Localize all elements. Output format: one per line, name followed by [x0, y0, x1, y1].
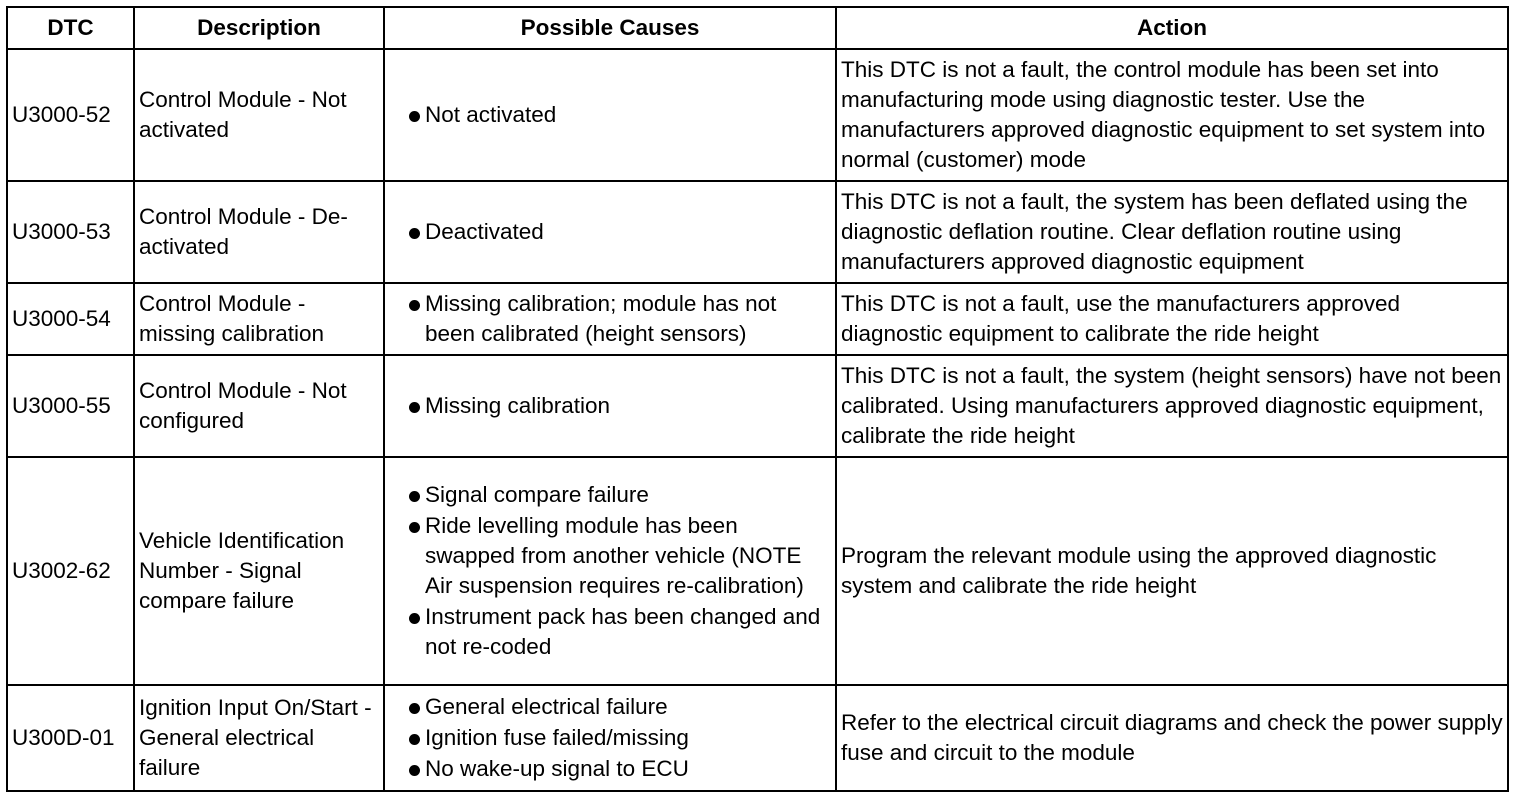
dtc-code: U3000-55: [7, 355, 134, 457]
cause-text: Ignition fuse failed/missing: [425, 725, 689, 750]
dtc-action: Program the relevant module using the approved diagnostic system and calibrate the ride height: [836, 457, 1508, 685]
bullet-icon: [409, 111, 420, 122]
cause-text: Deactivated: [425, 219, 544, 244]
header-action: Action: [836, 7, 1508, 49]
header-possible-causes: Possible Causes: [384, 7, 836, 49]
cause-text: Not activated: [425, 102, 557, 127]
bullet-icon: [409, 734, 420, 745]
table-row: [7, 355, 1508, 457]
dtc-description: Control Module - Not configured: [134, 355, 384, 457]
dtc-description: Control Module - Not activated: [134, 49, 384, 181]
cause-item: [391, 480, 831, 510]
cause-item: [391, 511, 831, 601]
table-row: [7, 685, 1508, 791]
cause-text: Instrument pack has been changed and not re-coded: [425, 604, 821, 659]
table-row: [7, 49, 1508, 181]
dtc-action: Refer to the electrical circuit diagrams and check the power supply fuse and circuit to the module: [836, 685, 1508, 791]
cause-item: [391, 289, 831, 349]
bullet-icon: [409, 613, 420, 624]
possible-causes-cell: [384, 355, 836, 457]
dtc-table: [6, 6, 1509, 792]
dtc-code: U3002-62: [7, 457, 134, 685]
table-row: [7, 181, 1508, 283]
cause-item: [391, 754, 831, 784]
dtc-description: Vehicle Identification Number - Signal compare failure: [134, 457, 384, 685]
bullet-icon: [409, 228, 420, 239]
bullet-icon: [409, 300, 420, 311]
dtc-action: This DTC is not a fault, use the manufacturers approved diagnostic equipment to calibrate the ride height: [836, 283, 1508, 355]
cause-item: [391, 723, 831, 753]
cause-item: [391, 692, 831, 722]
cause-item: [391, 217, 831, 247]
possible-causes-cell: [384, 685, 836, 791]
cause-text: Signal compare failure: [425, 482, 649, 507]
dtc-code: U300D-01: [7, 685, 134, 791]
dtc-description: Control Module - missing calibration: [134, 283, 384, 355]
cause-text: Missing calibration; module has not been calibrated (height sensors): [425, 291, 777, 346]
bullet-icon: [409, 703, 420, 714]
bullet-icon: [409, 522, 420, 533]
dtc-code: U3000-54: [7, 283, 134, 355]
cause-text: Missing calibration: [425, 393, 611, 418]
dtc-action: This DTC is not a fault, the control module has been set into manufacturing mode using diagnostic tester. Use the manufacturers approved diagnostic equipment to set system into normal (customer) mode: [836, 49, 1508, 181]
bullet-icon: [409, 765, 420, 776]
header-dtc: DTC: [7, 7, 134, 49]
possible-causes-cell: [384, 49, 836, 181]
header-description: Description: [134, 7, 384, 49]
table-row: [7, 283, 1508, 355]
dtc-code: U3000-52: [7, 49, 134, 181]
cause-text: No wake-up signal to ECU: [425, 756, 689, 781]
cause-item: [391, 100, 831, 130]
bullet-icon: [409, 491, 420, 502]
table-header-row: [7, 7, 1508, 49]
possible-causes-cell: [384, 181, 836, 283]
dtc-action: This DTC is not a fault, the system has been deflated using the diagnostic deflation routine. Clear deflation routine using manufacturers approved diagnostic equipment: [836, 181, 1508, 283]
possible-causes-cell: [384, 457, 836, 685]
cause-item: [391, 391, 831, 421]
dtc-description: Ignition Input On/Start - General electrical failure: [134, 685, 384, 791]
cause-text: Ride levelling module has been swapped from another vehicle (NOTE Air suspension requires re-calibration): [425, 513, 804, 598]
dtc-code: U3000-53: [7, 181, 134, 283]
cause-text: General electrical failure: [425, 694, 668, 719]
possible-causes-cell: [384, 283, 836, 355]
cause-item: [391, 602, 831, 662]
bullet-icon: [409, 402, 420, 413]
table-row: [7, 457, 1508, 685]
dtc-description: Control Module - De-activated: [134, 181, 384, 283]
dtc-action: This DTC is not a fault, the system (height sensors) have not been calibrated. Using manufacturers approved diagnostic equipment, calibrate the ride height: [836, 355, 1508, 457]
